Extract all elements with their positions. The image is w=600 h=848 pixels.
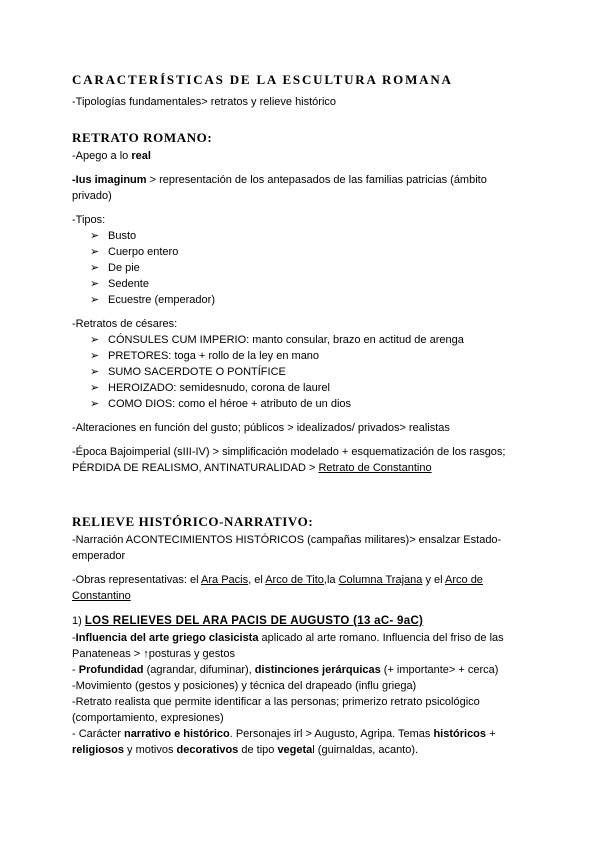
arco-tito-link[interactable]: Arco de Tito xyxy=(265,574,324,586)
narracion-line-2: emperador xyxy=(72,550,126,562)
arapacis-line: - Profundidad (agrandar, difuminar), distinciones jerárquicas (+ importante> + cerca) xyxy=(72,664,499,676)
arapacis-line: -Movimiento (gestos y posiciones) y técnica del drapeado (influ griega) xyxy=(72,680,417,692)
arapacis-line: (comportamiento, expresiones) xyxy=(72,712,224,724)
narracion-line: -Narración ACONTECIMIENTOS HISTÓRICOS (campañas militares)> ensalzar Estado- xyxy=(72,534,502,546)
apego-bold: real xyxy=(131,150,151,162)
arrow-bullet-icon: ➢ xyxy=(90,350,100,362)
arrow-bullet-icon: ➢ xyxy=(90,262,100,274)
ius-text: > representación de los antepasados de las familias patricias (ámbito xyxy=(146,174,487,186)
arapacis-line: -Retrato realista que permite identificar a las personas; primerizo retrato psicológico xyxy=(72,696,480,708)
columna-trajana-link[interactable]: Columna Trajana xyxy=(338,574,423,586)
arrow-bullet-icon: ➢ xyxy=(90,382,100,394)
list-item: ➢ Busto xyxy=(90,230,137,242)
cesares-label: -Retratos de césares: xyxy=(72,318,178,330)
page-title: CARACTERÍSTICAS DE LA ESCULTURA ROMANA xyxy=(72,72,453,87)
list-item: ➢ PRETORES: toga + rollo de la ley en mano xyxy=(90,350,320,362)
arco-constantino-link[interactable]: Arco de xyxy=(445,574,483,586)
epoca-line: -Época Bajoimperial (sIII-IV) > simplificación modelado + esquematización de los rasgos; xyxy=(72,446,506,458)
arapacis-heading: LOS RELIEVES DEL ARA PACIS DE AUGUSTO (13 aC- 9aC) xyxy=(84,615,424,627)
list-item: ➢ SUMO SACERDOTE O PONTÍFICE xyxy=(90,366,286,378)
ara-pacis-link[interactable]: Ara Pacis xyxy=(201,574,249,586)
list-item: ➢ CÓNSULES CUM IMPERIO: manto consular, brazo en actitud de arenga xyxy=(90,334,464,346)
arrow-bullet-icon: ➢ xyxy=(90,246,100,258)
list-item: ➢ Sedente xyxy=(90,278,149,290)
arapacis-line: - Carácter narrativo e histórico. Personajes irl > Augusto, Agripa. Temas históricos + xyxy=(72,728,496,740)
apego-line xyxy=(72,148,151,164)
list-item: ➢ Cuerpo entero xyxy=(90,246,179,258)
arrow-bullet-icon: ➢ xyxy=(90,398,100,410)
apego-text: -Apego a lo xyxy=(72,150,132,162)
arapacis-line: religiosos y motivos decorativos de tipo vegetal (guirnaldas, acanto). xyxy=(72,744,419,756)
arapacis-line: -Influencia del arte griego clasicista aplicado al arte romano. Influencia del friso de las xyxy=(72,632,504,644)
arco-constantino-link-cont[interactable]: Constantino xyxy=(72,590,131,602)
ius-line xyxy=(72,172,487,188)
ius-line-2: privado) xyxy=(72,190,112,202)
arrow-bullet-icon: ➢ xyxy=(90,230,100,242)
arapacis-heading-line xyxy=(72,613,423,629)
relieve-heading: RELIEVE HISTÓRICO-NARRATIVO: xyxy=(72,514,314,529)
ius-bold: -Ius imaginum xyxy=(72,174,147,186)
arapacis-line: Panateneas > ↑posturas y gestos xyxy=(72,648,235,660)
arrow-bullet-icon: ➢ xyxy=(90,334,100,346)
arrow-bullet-icon: ➢ xyxy=(90,366,100,378)
intro-line: -Tipologías fundamentales> retratos y relieve histórico xyxy=(72,96,337,108)
obras-line: -Obras representativas: el Ara Pacis, el Arco de Tito,la Columna Trajana y el Arco de xyxy=(72,574,483,586)
list-item: ➢ Ecuestre (emperador) xyxy=(90,294,215,306)
retrato-heading: RETRATO ROMANO: xyxy=(72,130,213,145)
list-item: ➢ COMO DIOS: como el héroe + atributo de un dios xyxy=(90,398,352,410)
alteraciones-line: -Alteraciones en función del gusto; públicos > idealizados/ privados> realistas xyxy=(72,422,450,434)
tipos-label: -Tipos: xyxy=(72,214,106,226)
section-number: 1) xyxy=(72,615,85,627)
epoca-text: PÉRDIDA DE REALISMO, ANTINATURALIDAD > xyxy=(72,462,319,474)
epoca-line-2 xyxy=(72,460,432,476)
retrato-constantino-link[interactable]: Retrato de Constantino xyxy=(318,462,432,474)
list-item: ➢ De pie xyxy=(90,262,140,274)
list-item: ➢ HEROIZADO: semidesnudo, corona de laurel xyxy=(90,382,330,394)
obras-line-2 xyxy=(72,588,131,604)
arrow-bullet-icon: ➢ xyxy=(90,278,100,290)
arrow-bullet-icon: ➢ xyxy=(90,294,100,306)
